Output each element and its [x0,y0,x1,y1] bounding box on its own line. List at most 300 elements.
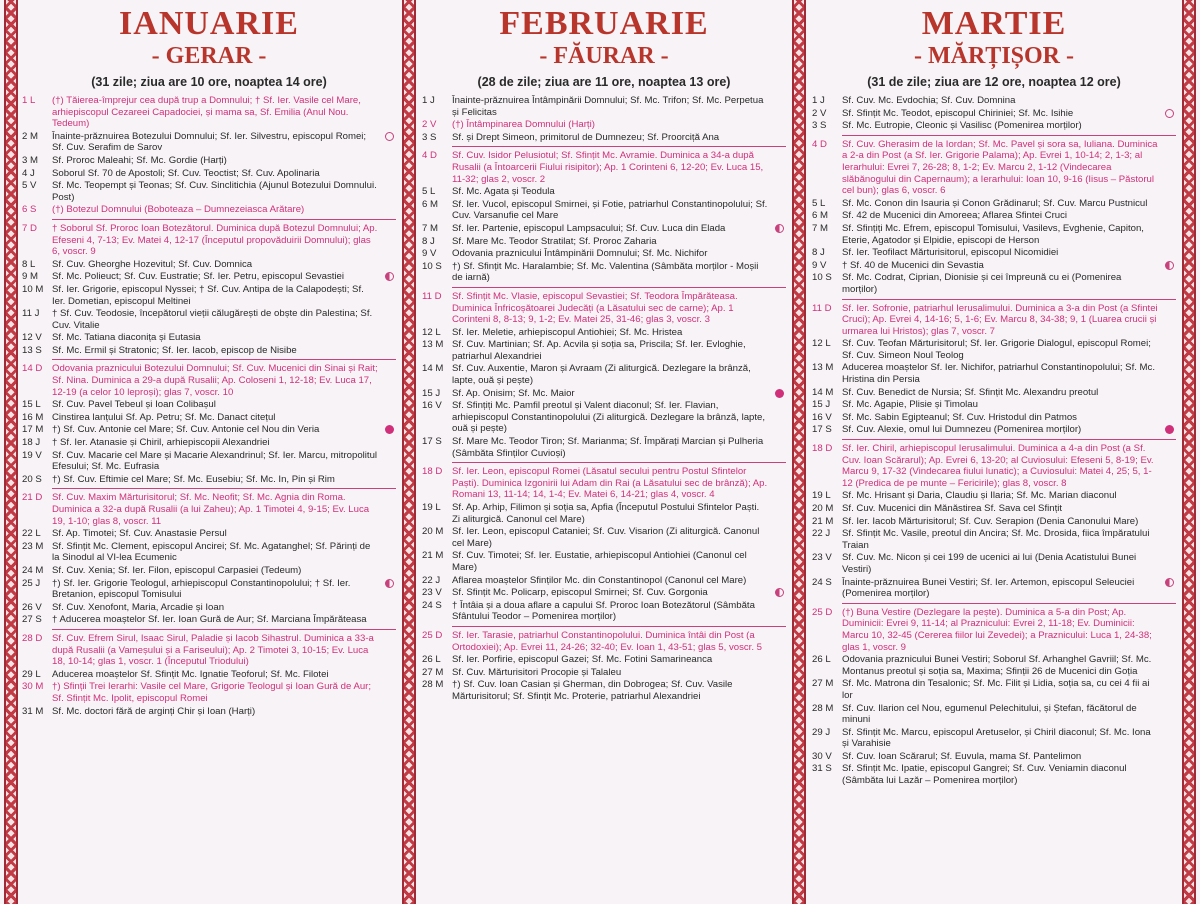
day-text: Odovania praznicului Botezului Domnului; Sf. Cuv. Mucenici din Sinai și Rait; Sf. Nina. Duminica a 29-a după Rusalii; Ap. Coloseni 1, 12-18; Ev. Luca 17, 12-19 (a celor 10 leproși); glas 7, voscr. 10 [52,363,378,398]
day-entry [422,291,786,326]
moon-phase-slot [1158,528,1176,551]
moon-phase-slot [1158,387,1176,399]
day-entry [812,139,1176,197]
moon-phase-slot [768,667,786,679]
moon-phase-slot [378,541,396,564]
moon-phase-slot [378,399,396,411]
day-label: 27 M [812,678,834,690]
day-entry [22,259,396,271]
day-label: 25 D [812,606,833,618]
day-label: 13 S [22,344,42,356]
day-text: Înainte-prăznuirea Botezului Domnului; Sf. Ier. Silvestru, episcopul Romei; Sf. Cuv. Serafim de Sarov [52,130,367,154]
day-label: 21 D [22,492,43,504]
day-entry [422,327,786,339]
day-entry [422,236,786,248]
week-separator [452,146,786,147]
day-entry [22,614,396,626]
day-text: Înainte-prăznuirea Întâmpinării Domnului; Sf. Mc. Trifon; Sf. Mc. Perpetua și Felicitas [452,95,764,118]
moon-full-icon [1165,425,1174,434]
day-text: † Sf. Cuv. Teodosie, începătorul vieții călugărești de obște din Palestina; Sf. Cuv. Vitalie [52,308,373,331]
moon-phase-slot [378,633,396,668]
moon-phase-slot [378,565,396,577]
day-entry [812,95,1176,107]
moon-phase-slot [378,259,396,271]
day-text: Sf. Mc. Hrisant și Daria, Claudiu și Ilaria; Sf. Mc. Marian diaconul [842,490,1117,502]
day-text: Sf. Cuv. Ilarion cel Nou, egumenul Pelechitului, și Ștefan, făcătorul de minuni [842,702,1137,726]
day-text: Înainte-prăznuirea Bunei Vestiri; Sf. Ier. Artemon, episcopul Seleuciei (Pomenirea morților) [842,576,1135,600]
moon-phase-slot [1158,247,1176,259]
ornament-border-right [1182,0,1196,904]
day-text: Sf. Mc. Matrona din Tesalonic; Sf. Mc. Filit și Lidia, soția sa, cu cei 4 fii ai lor [842,678,1150,701]
day-text: Sf. Ier. Meletie, arhiepiscopul Antiohiei; Sf. Mc. Hristea [452,326,683,338]
day-text: Sf. Cuv. Alexie, omul lui Dumnezeu (Pomenirea morților) [842,424,1082,436]
moon-phase-slot [378,492,396,527]
day-text: (†) Întâmpinarea Domnului (Harți) [452,119,595,131]
day-label: 24 S [422,599,442,611]
moon-phase-slot [768,223,786,235]
day-entry [812,577,1176,600]
day-label: 2 V [422,119,437,131]
moon-phase-slot [768,291,786,326]
day-entry [812,120,1176,132]
day-label: 28 M [422,679,444,691]
day-text: Sf. Mc. Teopempt și Teonas; Sf. Cuv. Sinclitichia (Ajunul Botezului Domnului. Post) [52,180,377,203]
day-entry [812,272,1176,295]
moon-phase-slot [378,204,396,216]
day-entry [422,630,786,653]
day-entry [422,363,786,386]
day-text: Sf. Cuv. Auxentie, Maron și Avraam (Zi aliturgică. Dezlegare la brânză, lapte, ouă și pește) [452,363,751,387]
month-info: (31 zile; ziua are 10 ore, noaptea 14 ore) [91,75,327,89]
day-text: Sf. Sfințit Mc. Ipatie, episcopul Gangrei; Sf. Cuv. Veniamin diaconul (Sâmbăta lui Lazăr – Pomenirea morților) [842,763,1127,787]
day-label: 9 V [812,259,827,271]
day-entry [812,362,1176,385]
day-label: 7 D [22,222,37,234]
moon-phase-slot [768,261,786,284]
moon-phase-slot [1158,424,1176,436]
day-entry [22,284,396,307]
moon-phase-slot [1158,751,1176,763]
day-entry [422,95,786,118]
day-text: †) Sf. Cuv. Eftimie cel Mare; Sf. Mc. Eusebiu; Sf. Mc. In, Pin și Rim [52,473,335,485]
moon-phase-slot [768,363,786,386]
day-text: Sf. Ier. Partenie, episcopul Lampsacului; Sf. Cuv. Luca din Elada [452,222,726,234]
day-text: † Aducerea moaștelor Sf. Ier. Ioan Gură de Aur; Sf. Marciana Împărăteasa [52,614,367,626]
day-label: 26 V [22,601,42,613]
day-text: Sf. Sfințit Mc. Policarp, episcopul Smirnei; Sf. Cuv. Gorgonia [452,587,708,599]
day-entry [812,399,1176,411]
moon-phase-slot [378,284,396,307]
day-entry [22,332,396,344]
day-entry [812,503,1176,515]
day-text: †) Sf. Sfințit Mc. Haralambie; Sf. Mc. Valentina (Sâmbăta morților - Moșii de iarnă) [452,260,759,284]
day-label: 31 S [812,763,832,775]
day-label: 20 M [422,526,444,538]
day-entry [812,247,1176,259]
day-text: Sf. Sfințiți Mc. Pamfil preotul și Valent diaconul; Sf. Ier. Flavian, arhiepiscopul Constantinopolului (Zi aliturgică. Dezlegare la brânză, lapte, ouă și pește) [452,400,766,435]
day-label: 5 V [22,180,37,192]
day-entry [812,607,1176,653]
week-separator [842,603,1176,604]
day-entry [422,199,786,222]
moon-phase-slot [768,654,786,666]
day-label: 23 V [422,587,442,599]
day-entry [22,204,396,216]
day-entry [422,466,786,501]
day-text: Sf. Ap. Arhip, Filimon și soția sa, Apfia (Începutul Postului Sfintelor Paști. Zi aliturgică. Canonul cel Mare) [452,502,760,525]
month-column-march [812,0,1176,904]
moon-full-icon [775,389,784,398]
moon-phase-slot [1158,727,1176,750]
moon-phase-slot [1158,412,1176,424]
day-entry [812,223,1176,246]
day-label: 27 M [422,666,444,678]
day-text: Sf. Cuv. Ioan Scărarul; Sf. Euvula, mama Sf. Pantelimon [842,750,1082,762]
day-label: 8 J [422,235,435,247]
moon-half-icon [385,272,394,281]
day-entry [22,95,396,130]
day-entry [22,180,396,203]
day-entry [22,541,396,564]
moon-phase-slot [1158,303,1176,338]
day-entry [812,727,1176,750]
day-entry [422,436,786,459]
day-label: 30 V [812,750,832,762]
day-label: 12 L [422,326,441,338]
day-label: 5 L [422,186,436,198]
day-label: 17 M [22,424,44,436]
day-text: Sf. Cuv. Mucenici din Mănăstirea Sf. Sava cel Sfințit [842,503,1063,514]
moon-phase-slot [1158,198,1176,210]
day-label: 13 M [422,339,444,351]
day-label: 10 S [422,260,442,272]
day-label: 12 L [812,338,831,350]
day-label: 11 D [422,290,442,302]
day-entry [812,303,1176,338]
day-entry [812,412,1176,424]
day-entry [422,654,786,666]
day-entry [422,186,786,198]
moon-phase-slot [768,679,786,702]
day-text: Sf. Cuv. Teofan Mărturisitorul; Sf. Ier. Grigorie Dialogul, episcopul Romei; Sf. Cuv. Simeon Noul Teolog [842,338,1151,361]
day-label: 22 J [422,574,441,586]
week-separator [52,219,396,220]
day-text: Sf. Cuv. Pavel Tebeul și Ioan Colibașul [52,399,216,411]
moon-phase-slot [768,526,786,549]
day-entry [422,132,786,144]
day-label: 21 M [422,550,444,562]
moon-phase-slot [1158,703,1176,726]
day-text: Aducerea moaștelor Sf. Sfințit Mc. Ignatie Teoforul; Sf. Mc. Filotei [52,668,329,680]
day-label: 26 L [422,654,441,666]
moon-half-icon [1165,261,1174,270]
moon-phase-slot [1158,120,1176,132]
moon-phase-slot [1158,210,1176,222]
day-label: 1 J [812,95,825,106]
moon-phase-slot [378,345,396,357]
day-text: Sf. Mc. Conon din Isauria și Conon Grădinarul; Sf. Cuv. Marcu Pustnicul [842,197,1148,209]
moon-phase-slot [1158,490,1176,502]
day-entry [812,443,1176,489]
day-label: 18 D [422,466,443,478]
month-column-january [22,0,396,904]
day-text: (†) Buna Vestire (Dezlegare la pește). Duminica a 5-a din Post; Ap. Duminicii: Evrei 9, 11-14; al Praznicului: Evrei 2, 11-18; Ev. Duminicii: Marcu 10, 32-45 (Cererea fiilor lui Zevedei); a Praznicului: Luca 1, 24-38; glas 1, voscr. 9 [842,606,1152,653]
moon-phase-slot [1158,95,1176,107]
day-label: 27 S [22,614,42,626]
moon-new-icon [1165,109,1174,118]
day-label: 19 V [22,449,42,461]
day-entry [22,271,396,283]
week-separator [452,626,786,627]
moon-phase-slot [1158,678,1176,701]
day-text: Sf. Ier. Sofronie, patriarhul Ierusalimului. Duminica a 3-a din Post (a Sfintei Cruci); Ap. Evrei 4, 14-16; 5, 1-6; Ev. Marcu 8, 34-38; 9, 1 (Luarea crucii și urmarea lui Hristos); glas 7, voscr. 7 [842,302,1158,337]
day-text: Sf. Ier. Leon, episcopul Romei (Lăsatul secului pentru Postul Sfintelor Paști). Duminica Izgonirii lui Adam din Rai (a Lăsatului sec de brânză); Ap. Romani 13, 11-14; 14, 1-4; Ev. Matei 6, 14-21; glas 4, voscr. 4 [452,466,768,501]
moon-phase-slot [378,363,396,398]
week-separator [52,629,396,630]
day-text: Sf. Ier. Chiril, arhiepiscopul Ierusalimului. Duminica a 4-a din Post (a Sf. Cuv. Ioan Scărarul); Ap. Evrei 6, 13-20; al Cuviosului: Efeseni 5, 8-19; Ev. Marcu 9, 17-32 (Vindecarea fiului lunatic); a Cuviosului: Matei 4, 25; 5, 1-12 (Predica de pe munte – Fericirile); glas 8, voscr. 8 [842,443,1154,489]
day-entry [22,412,396,424]
day-text: † Întâia și a doua aflare a capului Sf. Proroc Ioan Botezătorul (Sâmbăta Sfântului Teodor – Pomenirea morților) [452,599,755,623]
entries-list [422,95,786,703]
day-entry [22,565,396,577]
day-text: Sf. Sfințit Mc. Marcu, episcopul Aretuselor, și Chiril diaconul; Sf. Mc. Iona și Varahisie [842,726,1151,750]
week-separator [52,488,396,489]
moon-phase-slot [378,168,396,180]
day-label: 2 V [812,107,827,119]
day-label: 4 D [422,150,437,162]
day-entry [22,308,396,331]
month-info: (28 de zile; ziua are 11 ore, noaptea 13 ore) [477,75,731,89]
day-text: Sf. Mc. doctori fără de arginți Chir și Ioan (Harți) [52,705,256,717]
day-label: 2 M [22,130,38,142]
day-text: Sf. Mc. Polieuct; Sf. Cuv. Eustratie; Sf. Ier. Petru, episcopul Sevastiei [52,271,345,283]
day-label: 28 M [812,702,834,714]
day-text: Sf. Sfințit Mc. Clement, episcopul Ancirei; Sf. Mc. Agatanghel; Sf. Părinți de la Sinodul al VI-lea Ecumenic [52,540,371,564]
moon-half-icon [385,579,394,588]
moon-phase-slot [1158,139,1176,197]
day-text: Sf. Cuv. Martinian; Sf. Ap. Acvila și soția sa, Priscila; Sf. Ier. Evloghie, patriarhul Alexandriei [452,339,746,362]
moon-phase-slot [1158,272,1176,295]
moon-phase-slot [768,327,786,339]
day-entry [812,490,1176,502]
day-label: 18 D [812,443,833,455]
day-entry [422,575,786,587]
day-text: Sf. Mare Mc. Teodor Tiron; Sf. Marianma; Sf. Împărați Marcian și Pulheria (Sâmbăta Sfinților Cuvioși) [452,436,764,459]
moon-phase-slot [768,186,786,198]
day-label: 1 L [22,95,36,106]
day-text: Sf. Ier. Iacob Mărturisitorul; Sf. Cuv. Serapion (Denia Canonului Mare) [842,515,1139,527]
day-label: 4 D [812,138,827,150]
day-label: 13 M [812,362,834,374]
day-entry [22,474,396,486]
day-entry [22,168,396,180]
day-entry [22,578,396,601]
month-title: MARTIE [921,5,1067,42]
day-entry [22,345,396,357]
moon-phase-slot [768,150,786,185]
day-entry [22,399,396,411]
month-subtitle: - FĂURAR - [539,43,669,69]
day-text: Sf. Mc. Ermil și Stratonic; Sf. Ier. Iacob, episcop de Nisibe [52,344,297,356]
day-label: 8 L [22,258,36,270]
day-label: 9 V [422,248,437,260]
day-entry [812,654,1176,677]
day-entry [812,528,1176,551]
week-separator [452,462,786,463]
day-entry [812,678,1176,701]
day-text: Sf. 42 de Mucenici din Amoreea; Aflarea Sfintei Cruci [842,210,1068,222]
day-label: 20 S [22,473,42,485]
moon-phase-slot [768,248,786,260]
day-label: 6 M [812,210,828,222]
day-label: 26 L [812,654,831,666]
day-text: Cinstirea lanțului Sf. Ap. Petru; Sf. Mc. Danact citețul [52,411,276,423]
moon-phase-slot [768,630,786,653]
day-label: 6 S [22,204,37,216]
day-entry [422,119,786,131]
moon-phase-slot [378,271,396,283]
day-label: 11 J [22,308,40,320]
week-separator [842,135,1176,136]
moon-phase-slot [378,437,396,449]
day-entry [812,751,1176,763]
day-label: 4 J [22,167,35,179]
day-text: Sf. Ap. Timotei; Sf. Cuv. Anastasie Persul [52,528,227,540]
day-label: 28 D [22,632,43,644]
moon-phase-slot [1158,338,1176,361]
day-text: Sf. Mc. Agapie, Plisie și Timolau [842,399,978,411]
ornament-border-mid-1 [402,0,416,904]
moon-phase-slot [768,550,786,573]
day-text: †) Sf. Ier. Grigorie Teologul, arhiepiscopul Constantinopolului; † Sf. Ier. Bretanion, episcopul Tomisului [52,577,351,601]
day-text: Sf. Cuv. Isidor Pelusiotul; Sf. Sfințit Mc. Avramie. Duminica a 34-a după Rusalii (a Întoarcerii Fiului risipitor); Ap. 1 Corinteni 6, 12-20; Ev. Luca 15, 11-32; glas 2, voscr. 2 [452,150,764,185]
ornament-border-left [4,0,18,904]
day-text: Sf. Ier. Vucol, episcopul Smirnei, și Fotie, patriarhul Constantinopolului; Sf. Cuv. Varsanufie cel Mare [452,198,768,222]
day-entry [22,706,396,718]
moon-phase-slot [768,600,786,623]
day-label: 3 M [22,154,38,166]
day-entry [812,198,1176,210]
day-text: Sf. Ier. Teofilact Mărturisitorul, episcopul Nicomidiei [842,247,1059,259]
moon-phase-slot [378,681,396,704]
day-entry [812,338,1176,361]
day-label: 21 M [812,515,834,527]
day-entry [812,260,1176,272]
moon-phase-slot [1158,223,1176,246]
moon-phase-slot [1158,399,1176,411]
moon-phase-slot [768,199,786,222]
day-label: 8 J [812,247,825,259]
day-text: Sf. Cuv. Xenofont, Maria, Arcadie și Ioan [52,601,225,613]
moon-phase-slot [1158,260,1176,272]
moon-phase-slot [378,602,396,614]
moon-phase-slot [1158,443,1176,489]
month-title: FEBRUARIE [499,5,709,42]
moon-phase-slot [768,119,786,131]
day-label: 16 M [22,411,44,423]
day-label: 31 M [22,705,44,717]
day-label: 25 J [22,577,41,589]
day-entry [812,424,1176,436]
day-text: Sf. Proroc Maleahi; Sf. Mc. Gordie (Harți) [52,154,227,166]
day-label: 17 S [812,424,832,436]
moon-phase-slot [378,450,396,473]
day-entry [422,587,786,599]
moon-phase-slot [378,180,396,203]
day-text: Sf. Cuv. Xenia; Sf. Ier. Filon, episcopul Carpasiei (Tedeum) [52,564,302,576]
day-label: 14 D [22,363,43,375]
day-entry [22,528,396,540]
moon-phase-slot [378,223,396,258]
day-entry [422,502,786,525]
day-text: Sf. Cuv. Maxim Mărturisitorul; Sf. Mc. Neofit; Sf. Mc. Agnia din Roma. Duminica a 32-a după Rusalii (a lui Zaheu); Ap. 1 Timotei 4, 9-15; Ev. Luca 19, 1-10; glas 8, voscr. 11 [52,492,370,527]
moon-phase-slot [768,236,786,248]
day-entry [22,223,396,258]
moon-phase-slot [768,587,786,599]
moon-phase-slot [378,308,396,331]
day-text: Odovania praznicului Întâmpinării Domnului; Sf. Mc. Nichifor [452,248,708,260]
moon-phase-slot [1158,607,1176,653]
day-label: 15 J [422,387,441,399]
day-entry [422,388,786,400]
moon-phase-slot [378,131,396,154]
day-label: 29 L [22,668,41,680]
day-label: 24 M [22,564,44,576]
moon-phase-slot [378,528,396,540]
day-entry [422,550,786,573]
day-label: 7 M [422,222,438,234]
day-entry [422,600,786,623]
moon-phase-slot [1158,108,1176,120]
moon-phase-slot [1158,516,1176,528]
day-text: Sf. Sfințit Mc. Vasile, preotul din Ancira; Sf. Mc. Drosida, fiica împăratului Traian [842,528,1150,551]
day-text: (†) Botezul Domnului (Boboteaza – Dumnezeiasca Arătare) [52,204,305,216]
day-entry [22,155,396,167]
day-text: Sf. Cuv. Mărturisitori Procopie și Talaleu [452,666,622,678]
day-label: 6 M [422,198,438,210]
moon-phase-slot [768,466,786,501]
day-entry [22,424,396,436]
day-label: 30 M [22,681,44,693]
day-label: 23 V [812,552,832,564]
moon-phase-slot [378,412,396,424]
day-entry [422,679,786,702]
day-label: 22 L [22,528,41,540]
moon-phase-slot [378,95,396,130]
moon-phase-slot [1158,654,1176,677]
day-entry [812,552,1176,575]
moon-phase-slot [378,669,396,681]
ornament-border-mid-2 [792,0,806,904]
day-label: 29 J [812,726,831,738]
day-text: †) Sf. Cuv. Ioan Casian și Gherman, din Dobrogea; Sf. Cuv. Vasile Mărturisitorul; Sf. Sfințit Mc. Proterie, patriarhul Alexandriei [452,679,733,702]
day-entry [22,437,396,449]
day-entry [812,703,1176,726]
day-text: (†) Tăierea-împrejur cea după trup a Domnului; † Sf. Ier. Vasile cel Mare, arhiepiscopul Cezareei Capadociei, și mama sa, Sf. Emilia (Anul Nou. Tedeum) [52,95,361,130]
moon-phase-slot [1158,552,1176,575]
day-entry [422,667,786,679]
moon-phase-slot [1158,577,1176,600]
day-text: Sf. Cuv. Efrem Sirul, Isaac Sirul, Paladie și Iacob Sihastrul. Duminica a 33-a după Rusalii (a Vameșului și a Fariseului); Ap. 2 Timotei 3, 10-15; Ev. Luca 18, 10-14; glas 1, voscr. 1 (Începutul Triodului) [52,632,374,668]
week-separator [842,299,1176,300]
day-label: 3 S [422,131,437,143]
day-label: 14 M [422,363,444,375]
day-entry [22,492,396,527]
day-label: 24 S [812,576,832,588]
day-entry [422,223,786,235]
month-info: (31 de zile; ziua are 12 ore, noaptea 12 ore) [867,75,1121,89]
day-entry [22,363,396,398]
